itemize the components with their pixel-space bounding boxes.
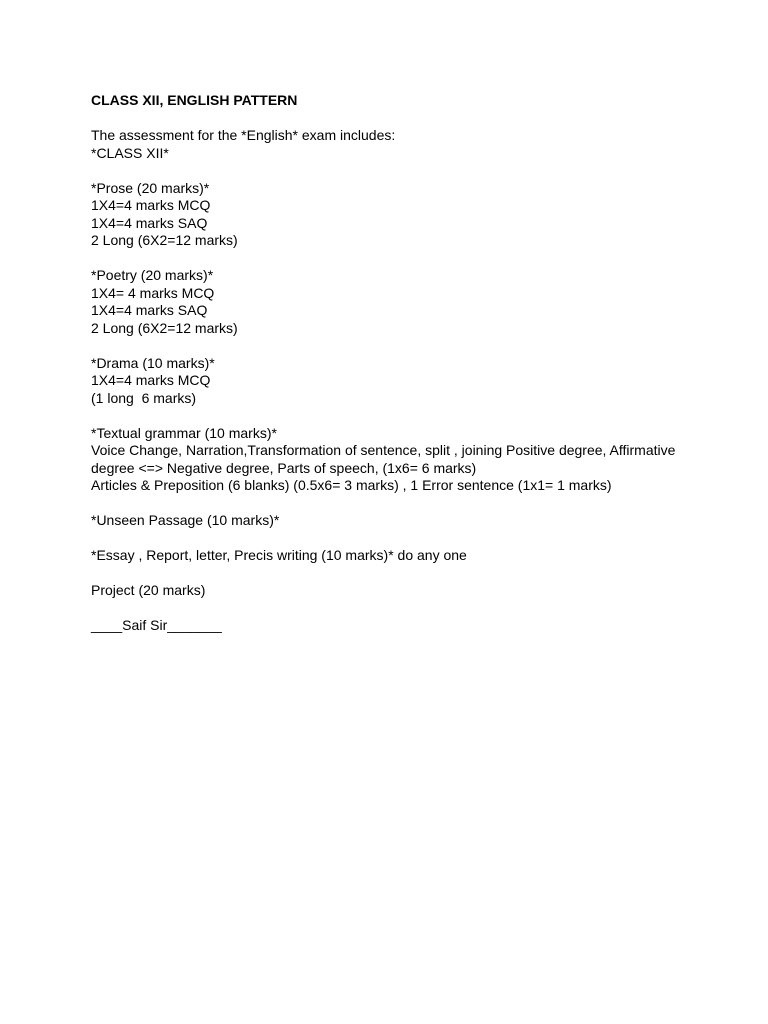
grammar-heading: *Textual grammar (10 marks)* — [91, 424, 277, 441]
spacer — [91, 495, 691, 513]
prose-line: 1X4=4 marks MCQ — [91, 197, 211, 213]
spacer — [91, 565, 691, 583]
prose-line: 2 Long (6X2=12 marks) — [91, 232, 238, 248]
spacer — [91, 337, 691, 355]
signature: ____Saif Sir_______ — [91, 617, 222, 633]
poetry-line: 1X4=4 marks SAQ — [91, 302, 208, 318]
drama-line: 1X4=4 marks MCQ — [91, 372, 211, 388]
spacer — [91, 250, 691, 268]
grammar-line: Voice Change, Narration,Transformation of sentence, split , joining Positive degree, Affirmative — [91, 442, 676, 458]
grammar-line: degree <=> Negative degree, Parts of speech, (1x6= 6 marks) — [91, 459, 477, 476]
grammar-line: Articles & Preposition (6 blanks) (0.5x6= 3 marks) , 1 Error sentence (1x1= 1 marks) — [91, 477, 612, 493]
spacer — [91, 110, 691, 128]
document-body — [91, 92, 691, 635]
unseen-passage-heading: *Unseen Passage (10 marks)* — [91, 512, 280, 528]
essay-heading: *Essay , Report, letter, Precis writing (10 marks)* do any one — [91, 547, 467, 563]
spacer — [91, 600, 691, 618]
project-heading: Project (20 marks) — [91, 582, 206, 598]
intro-text: The assessment for the *English* exam includes: — [91, 127, 396, 143]
prose-heading: *Prose (20 marks)* — [91, 179, 210, 196]
document-title: CLASS XII, ENGLISH PATTERN — [91, 92, 298, 108]
spacer — [91, 407, 691, 425]
spacer — [91, 162, 691, 180]
poetry-line: 2 Long (6X2=12 marks) — [91, 319, 238, 336]
spacer — [91, 530, 691, 548]
class-label: *CLASS XII* — [91, 144, 169, 161]
drama-line: (1 long 6 marks) — [91, 389, 197, 406]
drama-heading: *Drama (10 marks)* — [91, 354, 215, 371]
prose-line: 1X4=4 marks SAQ — [91, 214, 208, 231]
poetry-line: 1X4= 4 marks MCQ — [91, 284, 215, 301]
poetry-heading: *Poetry (20 marks)* — [91, 267, 214, 283]
